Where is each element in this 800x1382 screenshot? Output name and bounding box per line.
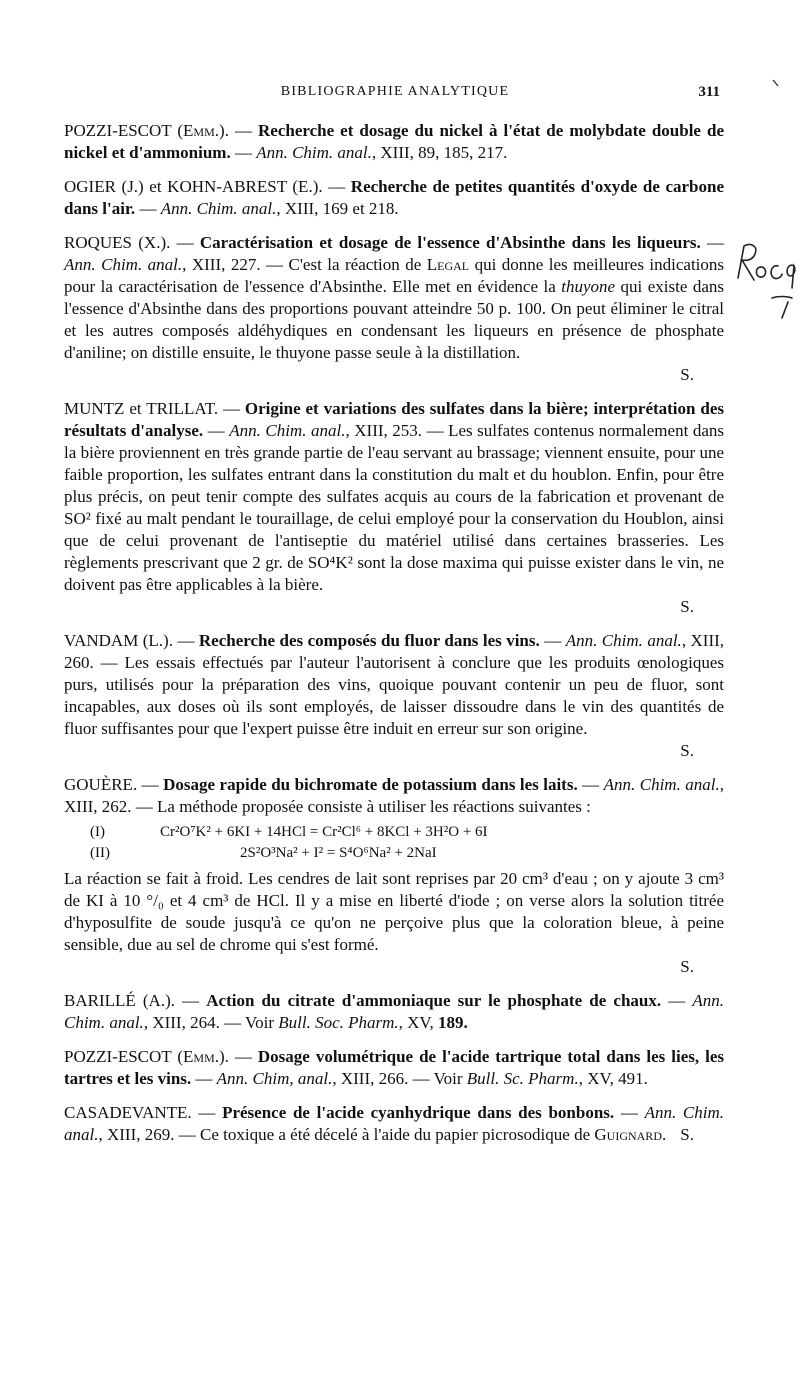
entry-journal: Ann. Chim, anal.	[216, 1069, 333, 1088]
entry-author: OGIER (J.) et KOHN-ABREST (E.).	[64, 177, 323, 196]
entry-abstract: qui donne les meilleures indications pour la caractérisation de l'essence d'Absinthe. Elle met en évidence la	[64, 255, 725, 296]
entry-title: Recherche et dosage du nickel à l'état de molybdate double de nickel et d'ammonium.	[64, 121, 725, 162]
bibliography-entry: VANDAM (L.). — Recherche des composés du fluor dans les vins. — Ann. Chim. anal., XIII, 260. — Les essais effectués par l'auteur l'autorisent à conclure que les produits œnologiques purs, utilisés pour la préparation des vins, quoique pouvant contenir un peu de fluor, sont incapables, aux doses où ils sont employés, de laisser dissoudre dans le vin des quantités de fluor suffisantes pour que l'expert puisse être induit en erreur sur son origine. S.	[64, 631, 725, 760]
entry-title: Caractérisation et dosage de l'essence d'Absinthe dans les liqueurs.	[199, 233, 701, 252]
bibliography-entry: POZZI-ESCOT (Emm.). — Dosage volumétrique de l'acide tartrique total dans les lies, les tartres et les vins. — Ann. Chim, anal., XIII, 266. — Voir Bull. Sc. Pharm., XV, 491.	[64, 1047, 725, 1088]
entry-journal: Ann. Chim. anal.	[64, 991, 725, 1032]
entry-abstract: Les essais effectués par l'auteur l'autorisent à conclure que les produits œnologiques purs, utilisés pour la préparation des vins, quoique pouvant contenir un peu de fluor, sont incapables, aux doses où ils sont employés, de laisser dissoudre dans le vin des quantités de fluor suffisantes pour que l'expert puisse être induit en erreur sur son origine.	[64, 653, 725, 738]
entry-title: Recherche de petites quantités d'oxyde de carbone dans l'air.	[64, 177, 724, 218]
formula-label: (II)	[90, 845, 110, 861]
entry-author-ref: Legal	[426, 255, 470, 274]
entry-author: POZZI-ESCOT (	[64, 121, 184, 140]
document-body	[64, 120, 724, 1158]
running-title: BIBLIOGRAPHIE ANALYTIQUE	[280, 84, 510, 99]
entry-reference-2: , XV,	[398, 1013, 439, 1032]
entry-author: CASADEVANTE.	[64, 1103, 192, 1122]
entry-signature: S.	[680, 597, 694, 616]
entry-reference-2: , XV, 491.	[578, 1069, 648, 1088]
entry-author: ROQUES (X.).	[64, 233, 171, 252]
entry-reference: , XIII, 227. — C'est la réaction de	[182, 255, 427, 274]
entry-title: Recherche des composés du fluor dans les vins.	[198, 631, 540, 650]
bibliography-entry: MUNTZ et TRILLAT. — Origine et variations des sulfates dans la bière; interprétation des résultats d'analyse. — Ann. Chim. anal., XIII, 253. — Les sulfates contenus normalement dans la bière proviennent en très grande partie de l'eau servant au brassage; viennent ensuite, pour une faible proportion, les sulfates entrant dans la constitution du malt et du houblon. Enfin, pour être plus précis, on peut tenir compte des sulfates acquis au cours de la fabrication et provenant de SO² fixé au malt pendant le touraillage, de celui employé pour la conservation du Houblon, ainsi que de celui provenant de l'antiseptie du matériel utilisé dans certaines brasseries. Les règlements prescrivant que 2 gr. de SO⁴K² sont la dose maxima qui puisse exister dans le vin, ne doivent pas être applicables à la bière. S.	[64, 399, 724, 616]
entry-signature: S.	[680, 957, 694, 976]
entry-abstract-cont: qui existe dans l'essence d'Absinthe dans des proportions pouvant atteindre 50 p. 100. On peut éliminer le citral et les autres composés aldéhydiques en condensant les liqueurs en présence de phosphate d'aniline; on distille ensuite, le thuyone passe seule à la distillation.	[64, 277, 724, 362]
entry-reference-page: 189.	[438, 1013, 468, 1032]
entry-reference: , XIII, 264. — Voir	[143, 1013, 279, 1032]
entry-reference: , XIII, 89, 185, 217.	[371, 143, 508, 162]
entry-title: Dosage rapide du bichromate de potassium dans les laits.	[163, 775, 578, 794]
entry-journal-2: Bull. Soc. Pharm.	[278, 1013, 399, 1032]
corner-mark	[772, 76, 782, 86]
bibliography-entry: GOUÈRE. — Dosage rapide du bichromate de potassium dans les laits. — Ann. Chim. anal., XIII, 262. — La méthode proposée consiste à utiliser les réactions suivantes : (I) Cr²O⁷K² + 6KI + 14HCl = Cr²Cl⁶ + 8KCl + 3H²O + 6I (II) 2S²O³Na² + I² = S⁴O⁶Na² + 2NaI La réaction se fait à froid. Les cendres de lait sont reprises par 20 cm³ d'eau ; on y ajoute 3 cm³ de KI à 10 °/₀ et 4 cm³ de HCl. Il y a mise en liberté d'iode ; on verse alors la solution titrée d'hyposulfite de soude jusqu'à ce qu'on ne perçoive plus que la coloration bleue, à peine sensible, due au sel de chrome qui s'est formé. S.	[64, 775, 725, 976]
entry-journal: Ann. Chim. anal.	[64, 1103, 724, 1144]
entry-abstract-italic: thuyone	[561, 277, 616, 296]
entry-journal-2: Bull. Sc. Pharm.	[466, 1069, 579, 1088]
entry-signature: S.	[680, 1125, 694, 1144]
entry-abstract: Ce toxique a été décelé à l'aide du papier picrosodique de	[200, 1125, 595, 1144]
entry-reference: , XIII, 269. —	[98, 1125, 200, 1144]
entry-abstract-cont: La réaction se fait à froid. Les cendres de lait sont reprises par 20 cm³ d'eau ; on y ajoute 3 cm³ de KI à 10 °/₀ et 4 cm³ de HCl. Il y a mise en liberté d'iode ; on verse alors la solution titrée d'hyposulfite de soude jusqu'à ce qu'on ne perçoive plus que la coloration bleue, à peine sensible, due au sel de chrome qui s'est formé.	[64, 869, 724, 954]
entry-title: Action du citrate d'ammoniaque sur le phosphate de chaux.	[206, 991, 662, 1010]
entry-author: MUNTZ et TRILLAT.	[64, 399, 219, 418]
formula-text: Cr²O⁷K² + 6KI + 14HCl = Cr²Cl⁶ + 8KCl + 3H²O + 6I	[160, 824, 488, 840]
entry-author-firstname: Emm.	[183, 121, 220, 140]
page-number: 311	[698, 84, 720, 100]
bibliography-entry: OGIER (J.) et KOHN-ABREST (E.). — Recherche de petites quantités d'oxyde de carbone dans l'air. — Ann. Chim. anal., XIII, 169 et 218.	[64, 177, 724, 218]
entry-author-ref: Guignard	[594, 1125, 662, 1144]
entry-journal: Ann. Chim. anal.	[64, 255, 183, 274]
entry-signature: S.	[680, 365, 694, 384]
entry-author-firstname: Emm.	[183, 1047, 219, 1066]
entry-abstract: La méthode proposée consiste à utiliser les réactions suivantes :	[157, 797, 591, 816]
entry-author: VANDAM (L.).	[64, 631, 173, 650]
entry-signature: S.	[680, 741, 694, 760]
entry-reference: , XIII, 266. — Voir	[332, 1069, 467, 1088]
entry-author: POZZI-ESCOT (	[64, 1047, 184, 1066]
entry-title: Dosage volumétrique de l'acide tartrique total dans les lies, les tartres et les vins.	[64, 1047, 725, 1088]
bibliography-entry: BARILLÉ (A.). — Action du citrate d'ammoniaque sur le phosphate de chaux. — Ann. Chim. anal., XIII, 264. — Voir Bull. Soc. Pharm., XV, 189.	[64, 991, 725, 1032]
entry-journal: Ann. Chim. anal.	[256, 143, 372, 162]
running-head	[70, 84, 720, 106]
entry-author: GOUÈRE.	[64, 775, 138, 794]
entry-journal: Ann. Chim. anal.	[160, 199, 277, 218]
handwriting-icon	[732, 238, 800, 328]
entry-title: Présence de l'acide cyanhydrique dans des bonbons.	[222, 1103, 615, 1122]
entry-journal: Ann. Chim. anal.	[229, 421, 346, 440]
formula-text: 2S²O³Na² + I² = S⁴O⁶Na² + 2NaI	[240, 845, 437, 861]
reaction-formulas	[64, 822, 724, 864]
entry-journal: Ann. Chim. anal.	[565, 631, 682, 650]
formula-label: (I)	[90, 824, 105, 840]
handwritten-annotation	[732, 238, 800, 328]
entry-journal: Ann. Chim. anal.	[603, 775, 720, 794]
entry-reference: , XIII, 260. —	[64, 631, 725, 672]
entry-author: BARILLÉ (A.).	[64, 991, 175, 1010]
entry-abstract: Les sulfates contenus normalement dans la bière proviennent en très grande partie de l'eau servant au brassage; viennent ensuite, pour une faible proportion, les sulfates entrant dans la constitution du malt et du houblon. Enfin, pour être plus précis, on peut tenir compte des sulfates acquis au cours de la fabrication et provenant de SO² fixé au malt pendant le touraillage, de celui employé pour la conservation du Houblon, ainsi que de celui provenant de l'antiseptie du matériel utilisé dans certaines brasseries. Les règlements prescrivant que 2 gr. de SO⁴K² sont la dose maxima qui puisse exister dans le vin, ne doivent pas être applicables à la bière.	[64, 421, 724, 594]
bibliography-entry: CASADEVANTE. — Présence de l'acide cyanhydrique dans des bonbons. — Ann. Chim. anal., XIII, 269. — Ce toxique a été décelé à l'aide du papier picrosodique de Guignard. S.	[64, 1103, 724, 1144]
formula-row	[64, 822, 724, 843]
bibliography-entry: ROQUES (X.). — Caractérisation et dosage de l'essence d'Absinthe dans les liqueurs. — Ann. Chim. anal., XIII, 227. — C'est la réaction de Legal qui donne les meilleures indications pour la caractérisation de l'essence d'Absinthe. Elle met en évidence la thuyone qui existe dans l'essence d'Absinthe dans des proportions pouvant atteindre 50 p. 100. On peut éliminer le citral et les autres composés aldéhydiques en condensant les liqueurs en présence de phosphate d'aniline; on distille ensuite, le thuyone passe seule à la distillation. S.	[64, 233, 725, 384]
entry-reference: , XIII, 253. —	[345, 421, 449, 440]
bibliography-entry: POZZI-ESCOT (Emm.). — Recherche et dosage du nickel à l'état de molybdate double de nickel et d'ammonium. — Ann. Chim. anal., XIII, 89, 185, 217.	[64, 121, 725, 162]
entry-reference: , XIII, 169 et 218.	[276, 199, 399, 218]
entry-reference: , XIII, 262. —	[64, 775, 725, 816]
entry-title: Origine et variations des sulfates dans la bière; interprétation des résultats d'analyse.	[64, 399, 724, 440]
formula-row	[64, 843, 724, 864]
